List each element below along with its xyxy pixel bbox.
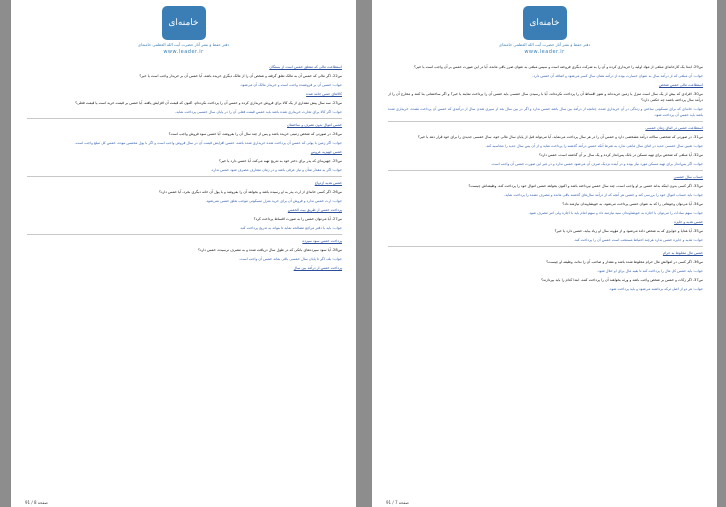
question-paragraph: س26. اگر کسی خانه‌ای از ارث پدر به او رسیده باشد و بخواهد آن را بفروشد و با پول آن خانه دیگری بخرد، آیا خمس دارد؟ — [159, 190, 342, 194]
section-heading-link[interactable]: استطاعت خمس در اثنای زمان خمسی — [645, 126, 703, 130]
question-paragraph: س27. آیا می‌توان خمس را به صورت اقساط پرداخت کرد؟ — [253, 217, 342, 221]
page-number: صفحه 7 / 91 — [386, 500, 409, 505]
section-divider — [388, 246, 703, 247]
question-paragraph: س35. آیا هدایا و جوایزی که به شخص داده می‌شود و از مؤونه سال او زیاد بیاید، خمس دارد یا خیر؟ — [554, 229, 703, 233]
section-heading-link[interactable]: خمس اموال بدون تصرف و ساختمان — [286, 123, 342, 127]
page-number: صفحه 8 / 91 — [25, 500, 48, 505]
answer-paragraph: جواب: اگر پس‌انداز برای تهیه مسکن مورد نیاز بوده و در آینده نزدیک صرف آن می‌شود خمس ندارد و در غیر این صورت خمس آن واجب است. — [490, 162, 703, 166]
answer-paragraph: جواب: ارث خمس ندارد و فروش آن برای خرید منزل مسکونی موجب تعلق خمس نمی‌شود. — [205, 199, 342, 203]
answer-paragraph: جواب: باید خمس کل مال را پرداخت کند تا بقیه مال برای او حلال شود. — [596, 269, 703, 273]
question-paragraph: س37. اگر زکات و خمس بر شخص واجب باشد و ورثه بخواهند آن را پرداخت کنند، ابتدا کدام را باید بپردازند؟ — [541, 278, 703, 282]
question-paragraph: س36. اگر کسی در اموالش مال حرام مخلوط شده باشد و مقدار و صاحب آن را نداند، وظیفه او چیست؟ — [546, 260, 703, 264]
answer-paragraph: جواب: سهم سادات را می‌توان با اجازه به خویشاوندان سید نیازمند داد و سهم امام باید با اجازه ولی امر مصرف شود. — [528, 211, 703, 215]
logo-url: www.leader.ir — [163, 49, 204, 55]
leader-logo: خامنه‌ای — [162, 6, 206, 40]
section-heading-link[interactable]: استطاعت مالی خمس شخص — [659, 83, 703, 87]
section-divider — [27, 176, 342, 177]
question-paragraph: س31. در صورتی که شخصی سالانه درآمد مشخصی دارد و خمس آن را در هر سال پرداخت می‌نماید، آیا می‌تواند قبل از پایان سال مالی خود، سال خمسی جدیدی را برای خود قرار دهد یا خیر؟ — [417, 135, 703, 139]
question-paragraph: س33. اگر کسی بدون اینکه بداند خمس بر او واجب است، چند سال خمس نپرداخته باشد و اکنون بخواهد خمس اموال خود را پرداخت کند، وظیفه‌اش چیست؟ — [468, 184, 703, 188]
answer-paragraph: جواب: هر دو از اصل ترکه برداشته می‌شود و باید پرداخت شود. — [608, 287, 703, 291]
logo-url: www.leader.ir — [524, 49, 565, 55]
section-heading-link[interactable]: پرداخت خمس از طریق بیت الخمس — [287, 208, 342, 212]
section-heading-link[interactable]: پرداخت خمس از درآمد بین سال — [293, 266, 342, 270]
section-heading-link[interactable]: پرداخت خمس سود سپرده — [302, 239, 342, 243]
page-content — [388, 64, 703, 495]
section-heading-link[interactable]: استطاعت مالی که متعلق خمس است از بستگان — [269, 65, 342, 69]
answer-paragraph: جواب: اگر کالا برای تجارت خریداری شده باشد باید خمس قیمت فعلی آن را در پایان سال خمسی پرداخت نماید. — [175, 110, 342, 114]
section-heading-link[interactable]: خمس جهیزیه عروس — [310, 150, 342, 154]
answer-paragraph: جواب: باید با دفتر مراجع مصالحه نماید تا بتواند به تدریج پرداخت کند. — [239, 226, 342, 230]
question-paragraph: س28. آیا سود سپرده‌های بانکی که در طول سال دریافت شده و به مصرف نرسیده، خمس دارد؟ — [197, 248, 342, 252]
answer-paragraph: جواب: خمس آن بر فروشنده واجب است و خریدار مالک آن می‌شود. — [239, 83, 342, 87]
answer-paragraph: جواب: باید حساب اموال خود را بررسی کند و خمس هر آنچه که از درآمد سال‌های گذشته باقی مانده و مصرف نشده را پرداخت نماید. — [504, 193, 703, 197]
section-divider — [388, 121, 703, 122]
answer-paragraph: جواب: اگر به مقدار شأن و نیاز عرفی باشد و در زمان متعارف مصرف شود خمس ندارد. — [210, 168, 342, 172]
section-divider — [388, 170, 703, 171]
answer-paragraph: جواب: تعیین سال خمسی جدید در اثنای سال مانعی ندارد به شرط آنکه خمس درآمد گذشته را پرداخت نماید و از آن پس سال جدید را محاسبه کند. — [485, 144, 703, 148]
answer-paragraph: جواب: آن مبلغی که از درآمد سال به عنوان خسارت بوده از درآمد همان سال کسر می‌شود و اضافه آن خمس دارد. — [532, 74, 703, 78]
leader-logo: خامنه‌ای — [523, 6, 567, 40]
logo-caption: دفتر حفظ و نشر آثار حضرت آیت الله العظمی خامنه‌ای — [137, 42, 230, 47]
question-paragraph: س23. سه سال پیش مقداری از یک کالا برای فروش خریداری کرده و خمس آن را پرداخت نکرده‌ام، اکنون که قیمت آن افزایش یافته، آیا خمس بر قیمت خرید است یا قیمت فعلی؟ — [75, 101, 342, 105]
question-paragraph: س34. آیا می‌توان وجوهاتی را که به عنوان خمس پرداخت می‌شود، به خویشاوندان نیازمند داد؟ — [562, 202, 703, 206]
question-paragraph: س29. ابتدا یک کارخانه‌ای مبلغی از مواد اولیه را خریداری کرده و آن را به شرکت دیگری فروخته است و سپس مبلغی به عنوان ضرر باقی مانده، آیا در این صورت خمس بر آن واجب است یا خیر؟ — [414, 65, 703, 69]
document-page-left — [11, 0, 356, 507]
section-heading-link[interactable]: خمس هدیه و جایزه — [674, 220, 703, 224]
section-heading-link[interactable]: خمس مال مخلوط به حرام — [662, 251, 703, 255]
section-divider — [27, 118, 342, 119]
answer-paragraph: جواب: هدیه و جایزه خمس ندارد هرچند احتیاط مستحب است خمس آن را پرداخت کند. — [573, 238, 703, 242]
answer-paragraph: جواب: اگر زمین با پولی که خمس آن پرداخت شده خریداری شده باشد، خمس افزایش قیمت آن در سال فروش واجب است و اگر با پول مخمس نبوده، خمس کل مبلغ واجب است. — [74, 141, 342, 145]
section-divider — [27, 234, 342, 235]
section-heading-link[interactable]: حساب سال خمسی — [673, 175, 703, 179]
question-paragraph: س25. جهیزیه‌ای که پدر برای دختر خود به تدریج تهیه می‌کند، آیا خمس دارد یا خیر؟ — [218, 159, 342, 163]
question-paragraph: س32. آیا مبلغی که شخص برای تهیه مسکن در بانک پس‌انداز کرده و یک سال بر آن گذشته است، خمس دارد؟ — [538, 153, 703, 157]
section-heading-link[interactable]: کالاهای جنس جامد شده — [306, 92, 342, 96]
question-paragraph: س24. در صورتی که شخص زمینی خریده باشد و پس از چند سال آن را بفروشد، آیا خمس سود فروش واجب است؟ — [168, 132, 342, 136]
question-paragraph: س22. اگر مالی که خمس آن به مالک تعلق گرفته و شخص آن را از مالک دیگری خریده باشد، آیا خمس آن بر خریدار واجب است یا خیر؟ — [139, 74, 342, 78]
question-paragraph: س30. افرادی که بیش از یک سال است منزل یا زمین خریده‌اند و هنوز اقساط آن را پرداخت نکرده‌اند، آیا با رسیدن سال خمسی باید خمس آن را پرداخت نمایند یا خیر؟ و اگر ساختمانی بنا کنند و مخارج آن را از درآمد سال پرداخته باشند چه حکمی دارد؟ — [388, 92, 703, 102]
logo-caption: دفتر حفظ و نشر آثار حضرت آیت الله العظمی خامنه‌ای — [498, 42, 591, 47]
document-page-right — [372, 0, 717, 507]
answer-paragraph: جواب: خانه‌ای که برای مسکونی ساختن و زندگی در آن خریداری شده، چنانچه از درآمد بین سال باشد خمس ندارد و اگر در بین سال بعد از سپری شدن سال از درآمدی که خمس آن پرداخت نشده، خریداری شده باشد باید خمس آن پرداخت شود. — [388, 107, 703, 117]
page-content — [27, 64, 342, 495]
answer-paragraph: جواب: بله، اگر تا پایان سال خمسی باقی بماند خمس آن واجب است. — [238, 257, 342, 261]
section-heading-link[interactable]: خمس هدیه ازدواج — [314, 181, 342, 185]
